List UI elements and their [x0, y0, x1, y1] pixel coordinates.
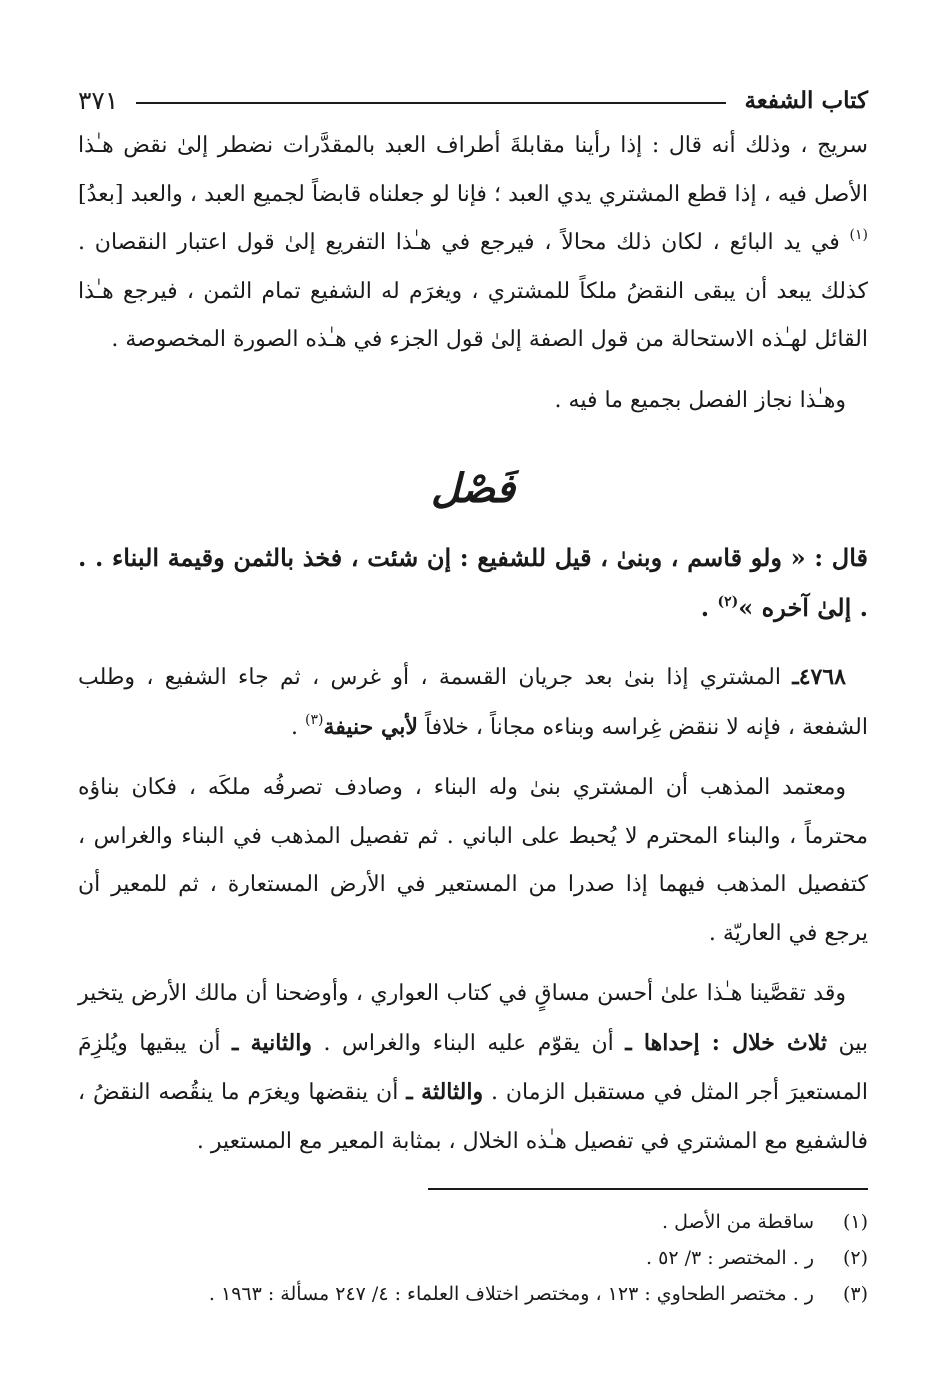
quoted-text: قال : « ولو قاسم ، وبنىٰ ، قيل للشفيع : إن شئت ، فخذ بالثمن وقيمة البناء . . . إلىٰ آخره »$^{(٢)}$ .: [78, 543, 868, 622]
paragraph-5: وقد تقصَّينا هـٰذا علىٰ أحسن مساقٍ في كتاب العواري ، وأوضحنا أن مالك الأرض يتخير بين ثلاث خلال : إحداها ـ أن يقوّم عليه البناء والغراس . والثانية ـ أن يبقيها ويُلزِمَ المستعيرَ أجر المثل في مستقبل الزمان . والثالثة ـ أن ينقضها ويغرَم ما ينقُصه النقضُ ، فالشفيع مع المشتري في تفصيل هـٰذه الخلال ، بمثابة المعير مع المستعير .: [78, 981, 868, 1154]
paragraph-4: ومعتمد المذهب أن المشتري بنىٰ وله البناء ، وصادف تصرفُه ملكَه ، فكان بناؤه محترماً ، والبناء المحترم لا يُحبط على الباني . ثم تفصيل المذهب في البناء والغراس ، كتفصيل المذهب فيهما إذا صدرا من المستعير في الأرض المستعارة ، ثم للمعير أن يرجع في العاريّة .: [78, 775, 868, 946]
footnote-1: (١) ساقطة من الأصل .: [662, 1211, 868, 1233]
footnote-divider: [428, 1188, 868, 1190]
section-heading: فَصْل: [430, 465, 516, 512]
paragraph-number: ٤٧٦٨ـ: [792, 664, 846, 690]
book-page: [78, 78, 868, 1312]
running-title: كتاب الشفعة: [744, 86, 868, 114]
footnote-2: (٢) ر . المختصر : ٣/ ٥٢ .: [646, 1247, 868, 1269]
paragraph-3: ٤٧٦٨ـ المشتري إذا بنىٰ بعد جريان القسمة ، أو غرس ، ثم جاء الشفيع ، وطلب الشفعة ، فإنه لا ننقض غِراسه وبناءه مجاناً ، خلافاً لأبي حنيفة$^{(٣)}$ .: [78, 664, 868, 740]
footnote-ref-2: (٢): [717, 594, 739, 610]
paragraph-1: سريج ، وذلك أنه قال : إذا رأينا مقابلةَ أطراف العبد بالمقدَّرات نضطر إلىٰ نقض هـٰذا الأصل فيه ، إذا قطع المشتري يدي العبد ؛ فإنا لو جعلناه قابضاً لجميع العبد ، والعبد [بعدُ]$^{(١)}$ في يد البائع ، لكان ذلك محالاً ، فيرجع في هـٰذا التفريع إلىٰ قول اعتبار النقصان . كذلك يبعد أن يبقى النقضُ ملكاً للمشتري ، ويغرَم له الشفيع تمام الثمن ، فيرجع هـٰذا القائل لهـٰذه الاستحالة من قول الصفة إلىٰ قول الجزء في هـٰذه الصورة المخصوصة .: [78, 133, 868, 352]
page-header: [78, 78, 868, 122]
footnote-3: (٣) ر . مختصر الطحاوي : ١٢٣ ، ومختصر اختلاف العلماء : ٤/ ٢٤٧ مسألة : ١٩٦٣ .: [208, 1283, 868, 1305]
footnote-ref-1: (١): [849, 227, 868, 243]
footnote-ref-3: (٣): [305, 711, 324, 728]
page-number: ٣٧١: [78, 85, 119, 115]
footnotes: [78, 1204, 868, 1312]
paragraph-2: وهـٰذا نجاز الفصل بجميع ما فيه .: [554, 387, 846, 413]
main-text: [78, 122, 868, 1166]
header-rule: [136, 102, 726, 104]
